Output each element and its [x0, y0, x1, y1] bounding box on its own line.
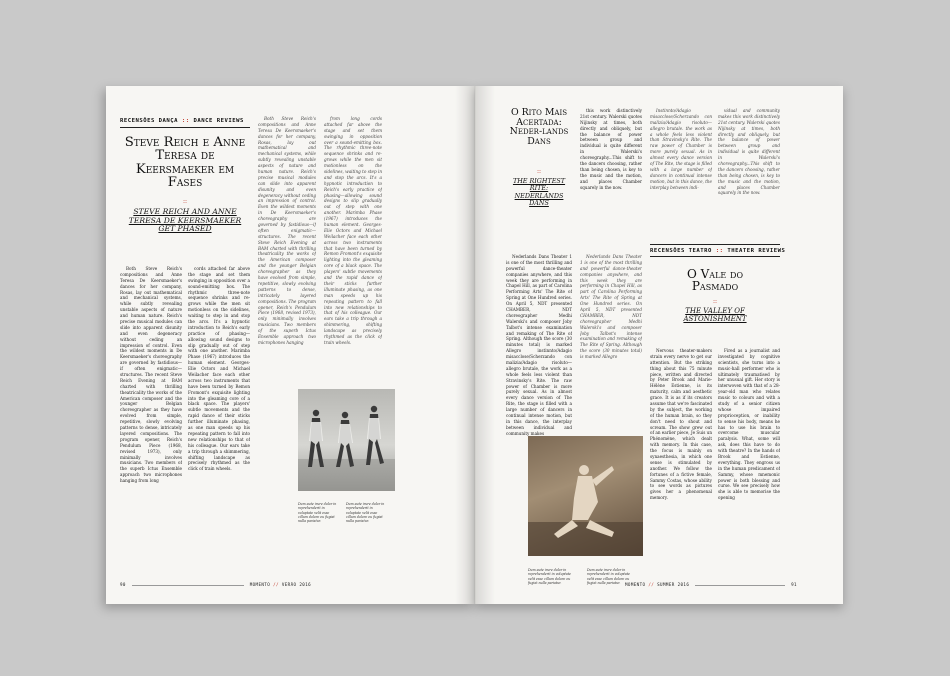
section-label-pt: RECENSÕES TEATRO — [650, 248, 712, 254]
section-rule — [120, 127, 250, 128]
body-column-4 — [324, 116, 382, 400]
page-number: 90 — [120, 582, 126, 587]
section-rule-top — [650, 244, 780, 245]
body-column-3 — [650, 348, 712, 574]
issue-label: VERÃO 2016 — [281, 582, 312, 587]
photo-caption-2: Dum aute irure dolor in reprehenderit in voluptate velit esse cillum dolore eu fugiat nulla pariatur. — [346, 502, 385, 524]
folio-rule — [132, 585, 244, 586]
top-column-2 — [580, 108, 642, 244]
body-column-1 — [120, 266, 182, 574]
section-label-separator: :: — [181, 118, 190, 124]
body-text-2: cords attached far above the stage and set them swinging in opposition over a sound-emitting box. The rhythmic three-note sequence shrinks and re-grows while the men sit motionless on the sidelines, waiting to step in and stop the arcs. It's a hypnotic introduction to Reich's early practice of phasing—allowing sound designs to slip gradually out of step with one another. Marimba Phase (1967) introduces the human element. Georges-Elie Octors and Michael Weilacher face each other across two instruments that have been turned by Remon Fromont's exquisite lighting into the gleaming core of a black space. The players' subtle movements and the rapid dance of their sticks further illuminate phasing, as one man speeds up his repeating pattern to fall into new relationships to that of his colleague. Our ears take a trip through a shimmering, shifting landscape as precisely rhythmed as the click of train wheels. — [188, 266, 250, 472]
top-text-4: vidual and community makes this work distinctively 21st century. Walerski quotes Nijinsky at times, both directly and obliquely, but the balance of power between group and individual is quite different in Walerski's choreography...This shift to the dancers choosing, rather than being chosen, is key to the music and the motion, and places Chamber squarely in the now. — [718, 108, 780, 196]
magazine-name: MOMENTO — [625, 582, 646, 587]
section-label-theater — [650, 248, 785, 254]
theater-title-en: THE VALLEY OF ASTONISHMENT — [683, 307, 747, 324]
section-label-pt: RECENSÕES DANÇA — [120, 118, 179, 124]
folio-left — [120, 582, 311, 587]
magazine-name: MOMENTO — [249, 582, 271, 587]
body-column-2 — [188, 266, 250, 574]
photo-caption-1: Dum aute irure dolor in reprehenderit in voluptate velit esse cillum dolore eu fugiat nulla pariatur. — [528, 568, 571, 585]
body-text-1: Both Steve Reich's compositions and Anne Teresa De Keersmaeker's dances for her company, Rosas, lay out mathematical and mechanical systems, while subtly revealing unstable aspects of nature and human nature. Reich's precise musical modules can slide into apparent disunity and even degeneracy without ceding an impression of control. Even the wildest moments in De Keersmaeker's choreography are governed by fastidious—if often enigmatic—structures. The recent Steve Reich Evening at BAM charted with thrilling theatricality the works of the American composer and the younger Belgian choreographer as they have evolved from simple, repetitive, slowly evolving patterns to dense, intricately layered compositions. The program opener, Reich's Pendulum Piece (1968, revised 1973), only minimally involves musicians. Two members of the superb Ictus Ensemble approach two microphones hanging from long — [120, 266, 182, 484]
theater-title-pt: O Vale do Pasmado — [686, 267, 744, 294]
dancer-illustration — [528, 436, 643, 556]
body-column-2 — [580, 254, 642, 404]
body-text-3: Nervous theater-makers strain every nerve to get our attention. But the striking thing about this 75 minute piece, written and directed by Peter Brook and Marie-Hélène Estienne, is its maturity, calm and aesthetic grace. It is as if its creators assume that we're fascinated by the subject, the working of the human brain, so they don't need to shout and scream. The show grew out of an earlier piece, Je Suis un Phénomène, which dealt with memory. In this case, the focus is mainly on synaesthesia, in which one sense is stimulated by another. We follow the fortunes of a fictive female, Sammy Costas, whose ability to see words as pictures gives her a phenomenal memory. — [650, 348, 712, 501]
body-text-3: Both Steve Reich's compositions and Anne Teresa De Keersmaeker's dances for her company, Rosas, lay out mathematical and mechanical systems, while subtly revealing unstable aspects of nature and human nature. Reich's precise musical modules can slide into apparent disunity and even degeneracy without ceding an impression of control. Even the wildest moments in De Keersmaeker's choreography are governed by fastidious—if often enigmatic—structures. The recent Steve Reich Evening at BAM charted with thrilling theatricality the works of the American composer and the younger Belgian choreographer as they have evolved from simple, repetitive, slowly evolving patterns to dense, intricately layered compositions. The program opener, Reich's Pendulum Piece (1968, revised 1973), only minimally involves musicians. Two members of the superb Ictus Ensemble approach two microphones hanging — [258, 116, 316, 345]
top-column-3 — [650, 108, 712, 244]
folio-separator: // — [273, 582, 279, 587]
photo-caption-2: Dum aute irure dolor in reprehenderit in voluptate velit esse cillum dolore eu fugiat nulla pariatur. — [587, 568, 630, 585]
article-title-pt: O Rito Mais Acertada: Neder-lands Dans — [509, 107, 569, 147]
page-number: 91 — [791, 582, 797, 587]
article-title-en: THE RIGHTEST RITE: NEDERLANDS DANS — [512, 177, 566, 208]
folio-right — [625, 582, 797, 587]
top-text-3: Instinnto/Adagio misacclose/Scherzando con malizia/Adagio risoluto—allegro brutale. the work as a whole feels less violent than Stravinsky's Rite. The raw power of Chamber is more purely sexual. As in almost every dance version of The Rite, the stage is filled with a large number of dancers in continual intense motion, but in this dance, the interplay between indi- — [650, 108, 712, 190]
article-title-pt: Steve Reich e Anne Teresa de Keersmaeker em Fases — [124, 135, 246, 191]
dance-photo — [298, 389, 395, 491]
dance-photo — [528, 436, 643, 556]
body-text-2: Nederlands Dans Theater 1 is one of the most thrilling and powerful dance-theater companies anywhere, and this week they are performing in Chapel Hill, as part of Carolina Performing Arts' The Rite of Spring at One Hundred series. On April 5, NDT presented CHAMBER, NDT choreographer Medhi Walerski's and composer Joby Talbot's intense examination and remaking of The Rite of Spring. Although the score (30 minutes total) is marked Allegro — [580, 254, 642, 360]
top-text-2: this work distinctively 21st century. Walerski quotes Nijinsky at times, both directly and obliquely, but the balance of power between group and individual is quite different in Walerski's choreography...This shift to the dancers choosing, rather than being chosen, is key to the music and the motion, and places Chamber squarely in the now. — [580, 108, 642, 190]
section-label-en: THEATER REVIEWS — [727, 248, 786, 254]
folio-rule — [695, 585, 785, 586]
top-column-4 — [718, 108, 780, 244]
folio-separator: // — [648, 582, 655, 587]
body-column-4 — [718, 348, 780, 574]
title-separator: :: — [182, 198, 188, 205]
dancers-illustration — [298, 389, 395, 491]
title-separator: :: — [536, 168, 542, 175]
section-rule — [650, 256, 780, 257]
article-title-en: STEVE REICH AND ANNE TERESA DE KEERSMAEKER GET PHASED — [128, 207, 242, 234]
photo-caption-1: Dum aute irure dolor in reprehenderit in voluptate velit esse cillum dolore eu fugiat nulla pariatur. — [298, 502, 337, 524]
section-label-en: DANCE REVIEWS — [193, 118, 244, 124]
theater-title-separator: :: — [712, 298, 718, 305]
body-text-4: from long cords attached far above the stage and set them swinging in opposition over a sound-emitting box. The rhythmic three-note sequence shrinks and re-grows while the men sit motionless on the sidelines, waiting to step in and stop the arcs. It's a hypnotic introduction to Reich's early practice of phasing—allowing sound designs to slip gradually out of step with one another. Marimba Phase (1967) introduces the human element. Georges-Elie Octors and Michael Weilacher face each other across two instruments that have been turned by Remon Fromont's exquisite lighting into the gleaming core of a black space. The players' subtle movements and the rapid dance of their sticks further illuminate phasing, as one man speeds up his repeating pattern to fall into new relationships to that of his colleague. Our ears take a trip through a shimmering, shifting landscape as precisely rhythmed as the click of train wheels. — [324, 116, 382, 345]
section-label-separator: :: — [715, 248, 724, 254]
left-page — [106, 86, 475, 604]
section-label-dance — [120, 118, 244, 124]
right-page — [475, 86, 843, 604]
issue-label: SUMMER 2016 — [657, 582, 690, 587]
body-column-3 — [258, 116, 316, 400]
body-text-1: Nederlands Dans Theater 1 is one of the most thrilling and powerful dance-theater companies anywhere, and this week they are performing in Chapel Hill, as part of Carolina Performing Arts' The Rite of Spring at One Hundred series. On April 5, NDT presented CHAMBER, NDT choreographer Medhi Walerski's and composer Joby Talbot's intense examination and remaking of The Rite of Spring. Although the score (30 minutes total) is marked Allegro instinnto/Adagio misacclose/Scherzando con malizia/Adagio risoluto—allegro brutale, the work as a whole feels less violent than Stravinsky's Rite. The raw power of Chamber is more purely sexual. As in almost every dance version of The Rite, the stage is filled with a large number of dancers in continual intense motion, but in this dance, the interplay between individual and community makes — [506, 254, 572, 436]
body-text-4: Fired as a journalist and investigated by cognitive scientists, she turns into a music-hall performer who is ultimately traumatised by her unusual gift. Her story is interwoven with that of a 28-year-old man who relates music to colours and with a study of a senior citizen whose impaired proprioception, or inability to sense his body, means he has to use his brain to overcome muscular paralysis. What, some will ask, does this have to do with theatre? In the hands of Brook and Estienne, everything. They engross us in the human predicament of Sammy, whose mnemonic power is both blessing and curse. We see precisely how she is able to memorise the opening — [718, 348, 780, 501]
